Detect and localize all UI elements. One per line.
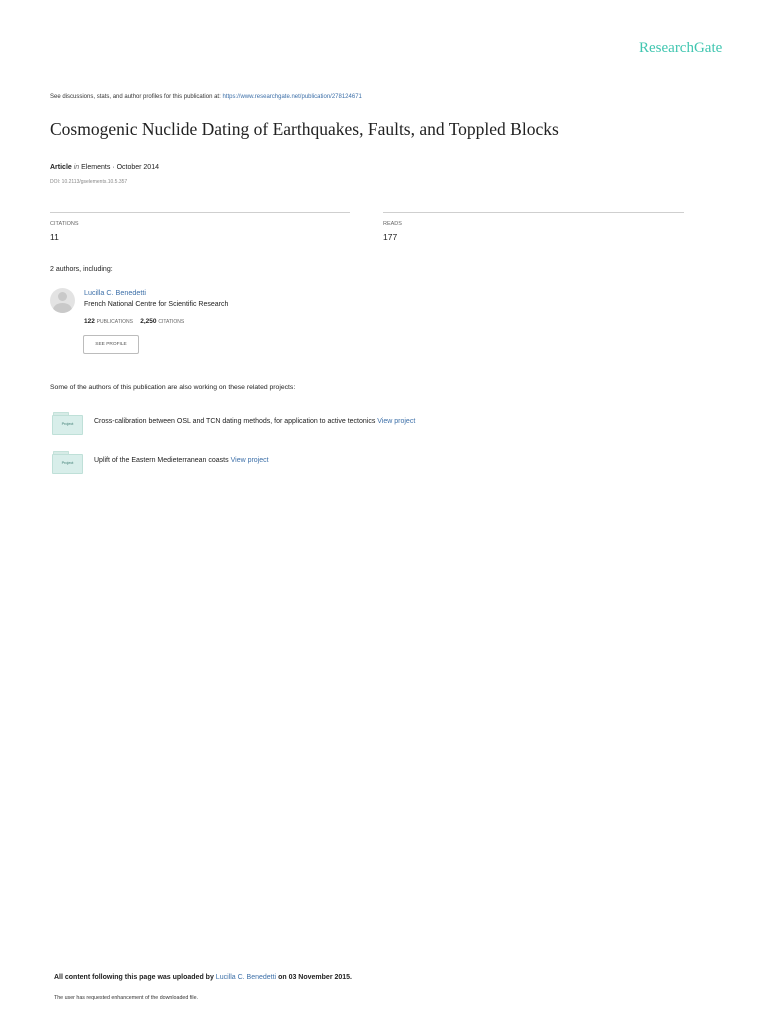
upload-suffix: on 03 November 2015. <box>278 974 353 981</box>
view-project-link[interactable]: View project <box>377 418 416 425</box>
publication-title: Cosmogenic Nuclide Dating of Earthquakes, Faults, and Toppled Blocks <box>50 119 559 139</box>
author-avatar[interactable] <box>50 288 75 313</box>
author-publications-count: 122 <box>84 318 95 325</box>
folder-label: Project <box>61 461 74 465</box>
project-title: Cross-calibration between OSL and TCN dating methods, for application to active tectonics <box>94 418 376 425</box>
project-folder-icon <box>52 451 82 473</box>
avatar-shoulder-shape <box>53 303 72 313</box>
author-publications-label: PUBLICATIONS <box>96 319 133 325</box>
journal-name: Elements <box>81 164 111 171</box>
project-title: Uplift of the Eastern Medieterranean coasts <box>94 457 229 464</box>
related-projects-heading: Some of the authors of this publication are also working on these related projects: <box>50 384 296 391</box>
reads-value: 177 <box>383 232 398 242</box>
project-item <box>94 457 269 464</box>
author-citations-label: CITATIONS <box>158 319 185 325</box>
author-citations-count: 2,250 <box>140 318 157 325</box>
in-word: in <box>73 164 80 171</box>
upload-prefix: All content following this page was uploaded by <box>54 974 214 981</box>
publication-type: Article <box>50 164 72 171</box>
view-project-link[interactable]: View project <box>230 457 269 464</box>
discussion-prefix: See discussions, stats, and author profiles for this publication at: <box>50 94 221 100</box>
publication-meta <box>50 164 159 171</box>
reads-divider <box>383 212 684 213</box>
avatar-head-shape <box>58 292 67 301</box>
citations-value: 11 <box>50 232 59 242</box>
project-item <box>94 418 415 425</box>
doi: DOI: 10.2113/gselements.10.5.357 <box>50 179 128 185</box>
author-name-link[interactable]: Lucilla C. Benedetti <box>84 288 146 297</box>
publication-date: · October 2014 <box>112 164 159 171</box>
project-folder-icon <box>52 412 82 434</box>
enhancement-note: The user has requested enhancement of the downloaded file. <box>54 995 198 1001</box>
upload-notice <box>54 974 352 981</box>
citations-label: CITATIONS <box>50 221 79 227</box>
reads-label: READS <box>383 221 402 227</box>
researchgate-logo[interactable]: ResearchGate <box>639 40 723 56</box>
folder-label: Project <box>61 422 74 426</box>
author-institution: French National Centre for Scientific Research <box>84 301 229 308</box>
author-stats <box>84 318 184 325</box>
uploader-link[interactable]: Lucilla C. Benedetti <box>215 974 277 981</box>
authors-heading: 2 authors, including: <box>50 266 113 273</box>
discussion-line <box>50 94 362 100</box>
see-profile-button[interactable]: SEE PROFILE <box>83 335 139 354</box>
publication-url-link[interactable]: https://www.researchgate.net/publication/278124671 <box>222 94 362 100</box>
citations-divider <box>50 212 350 213</box>
